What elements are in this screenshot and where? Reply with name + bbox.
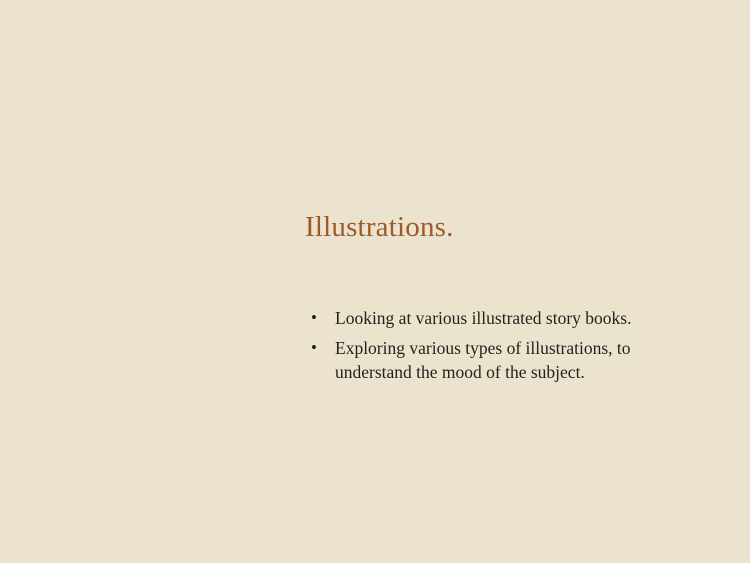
bullet-point-icon: •: [311, 338, 317, 358]
list-item-text: Looking at various illustrated story books.: [335, 308, 632, 328]
bullet-point-icon: •: [311, 308, 317, 327]
list-item: [305, 306, 705, 330]
page-title: Illustrations.: [305, 211, 454, 243]
list-item-text: Exploring various types of illustrations, to understand the mood of the subject.: [335, 338, 631, 383]
bullet-list: [305, 306, 705, 390]
list-item: [305, 336, 705, 384]
